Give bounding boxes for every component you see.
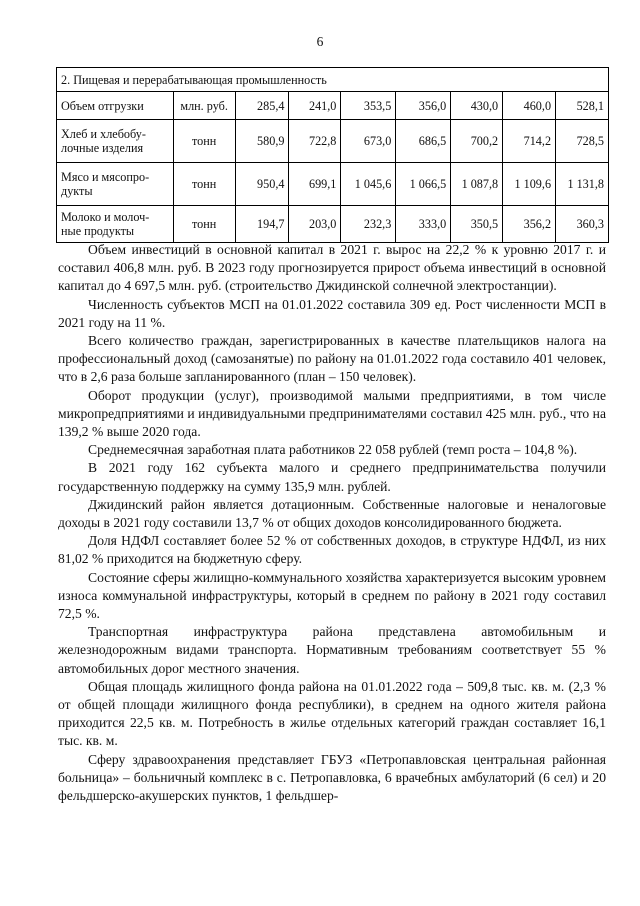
paragraph: Состояние сферы жилищно-коммунального хозяйства характеризуется высоким уровнем износа коммунальной инфраструктуры, который в среднем по району в 2021 году составил 72,5 %. [58,569,606,622]
row-unit: тонн [173,163,235,206]
row-name: Хлеб и хлебобу-лочные изделия [57,120,174,163]
table-row [57,120,609,163]
table-cell: 241,0 [289,92,341,120]
table-cell: 353,5 [341,92,396,120]
table-cell: 714,2 [503,120,556,163]
table-row [57,92,609,120]
row-name: Объем отгрузки [57,92,174,120]
paragraph: Доля НДФЛ составляет более 52 % от собственных доходов, в структуре НДФЛ, из них 81,02 % приходится на бюджетную сферу. [58,533,606,567]
paragraph: Общая площадь жилищного фонда района на 01.01.2022 года – 509,8 тыс. кв. м. (2,3 % от общей площади жилищного фонда республики), в среднем на одного жителя района приходится 22,5 кв. м. Потребность в жилье отдельных категорий граждан составляет 16,1 тыс. кв. м. [58,678,606,749]
row-unit: млн. руб. [173,92,235,120]
table-cell: 232,3 [341,206,396,243]
table-section-title: 2. Пищевая и перерабатывающая промышленность [57,68,609,92]
table-cell: 1 087,8 [451,163,503,206]
page-number: 6 [316,34,324,49]
row-unit: тонн [173,206,235,243]
table-cell: 1 045,6 [341,163,396,206]
industry-table [56,67,609,243]
paragraph: Среднемесячная заработная плата работников 22 058 рублей (темп роста – 104,8 %). [88,442,578,458]
table-cell: 350,5 [451,206,503,243]
paragraph: Объем инвестиций в основной капитал в 2021 г. вырос на 22,2 % к уровню 2017 г. и составил 406,8 млн. руб. В 2023 году прогнозируется прирост объема инвестиций в основной капитал до 4 697,5 млн. руб. (строительство Джидинской солнечной электростанции). [58,242,606,294]
table-cell: 699,1 [289,163,341,206]
table-cell: 203,0 [289,206,341,243]
paragraph: Джидинский район является дотационным. Собственные налоговые и неналоговые доходы в 2021 году составили 13,7 % от общих доходов консолидированного бюджета. [58,496,606,531]
table-cell: 1 066,5 [396,163,451,206]
table-cell: 722,8 [289,120,341,163]
table-row [57,206,609,243]
paragraph: Оборот продукции (услуг), производимой малыми предприятиями, в том числе микропредприятиями и индивидуальными предпринимателями составил 425 млн. руб., что на 139,2 % выше 2020 года. [58,387,606,440]
table-cell: 1 109,6 [503,163,556,206]
table-cell: 700,2 [451,120,503,163]
body-text [58,241,606,805]
table-cell: 360,3 [556,206,609,243]
table-cell: 728,5 [556,120,609,163]
row-unit: тонн [173,120,235,163]
row-name: Мясо и мясопро-дукты [57,163,174,206]
table-cell: 528,1 [556,92,609,120]
table-cell: 686,5 [396,120,451,163]
row-name: Молоко и молоч-ные продукты [57,206,174,243]
paragraph: Всего количество граждан, зарегистрированных в качестве плательщиков налога на профессиональный доход (самозанятые) по району на 01.01.2022 года составило 401 человек, что в 2,6 раза больше запланированного (план – 150 человек). [58,333,606,385]
paragraph: Транспортная инфраструктура района представлена автомобильным и железнодорожным видами транспорта. Нормативным требованиям соответствует 55 % автомобильных дорог местного значения. [58,624,606,676]
table-cell: 356,2 [503,206,556,243]
paragraph: Численность субъектов МСП на 01.01.2022 составила 309 ед. Рост численности МСП в 2021 году на 11 %. [58,296,606,330]
table-row [57,163,609,206]
table-cell: 580,9 [235,120,289,163]
paragraph: Сферу здравоохранения представляет ГБУЗ «Петропавловская центральная районная больница» – больничный комплекс в с. Петропавловка, 6 врачебных амбулаторий (6 сел) и 20 фельдшерско-акушерских пунктов, 1 фельдшер- [58,751,606,804]
paragraph: В 2021 году 162 субъекта малого и среднего предпринимательства получили государственную поддержку на сумму 135,9 млн. рублей. [58,460,606,494]
table-cell: 333,0 [396,206,451,243]
table-cell: 673,0 [341,120,396,163]
table-cell: 1 131,8 [556,163,609,206]
table-cell: 430,0 [451,92,503,120]
table-cell: 460,0 [503,92,556,120]
table-cell: 285,4 [235,92,289,120]
table-cell: 194,7 [235,206,289,243]
table-cell: 356,0 [396,92,451,120]
table-cell: 950,4 [235,163,289,206]
